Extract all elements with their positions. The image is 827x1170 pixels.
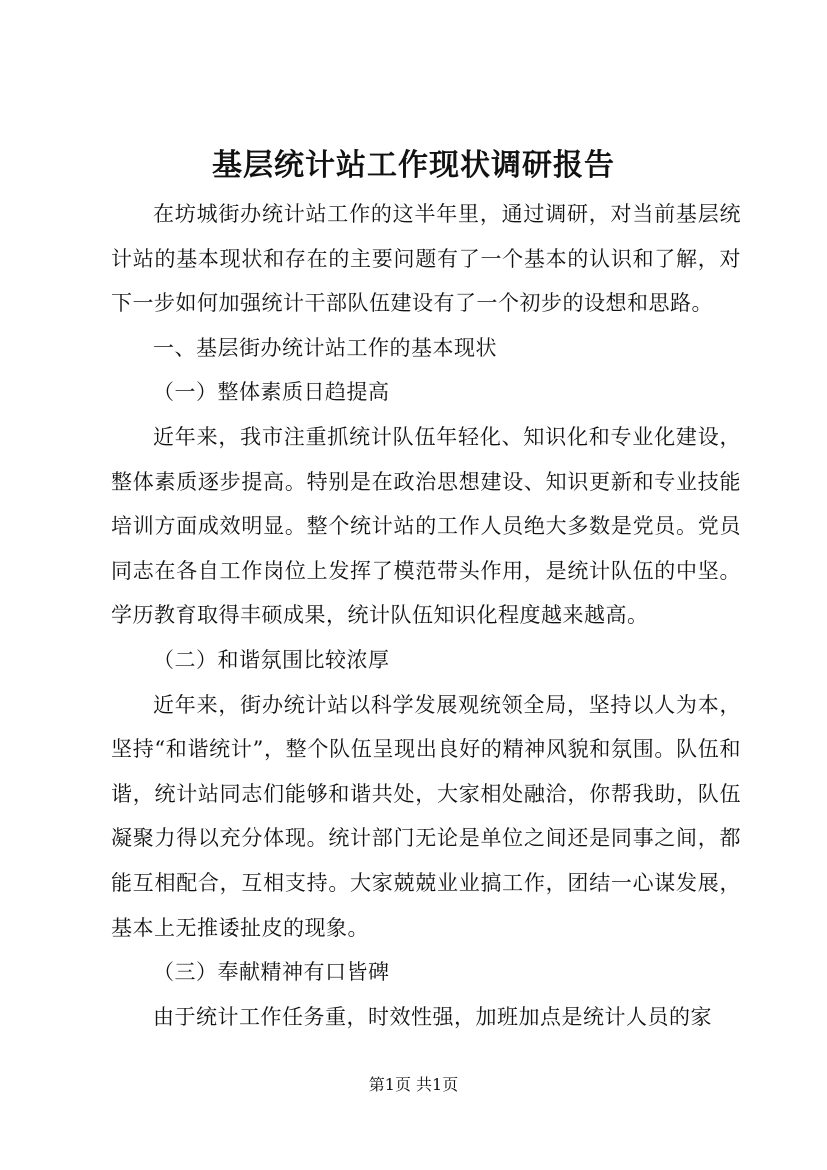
paragraph-dedication: 由于统计工作任务重，时效性强，加班加点是统计人员的家 (153, 1004, 712, 1029)
subsection-heading-1: （一）整体素质日趋提高 (153, 380, 390, 405)
subsection-heading-2: （二）和谐氛围比较浓厚 (153, 647, 390, 672)
section-heading-1: 一、基层街办统计站工作的基本现状 (153, 335, 497, 360)
paragraph-quality: 近年来，我市注重抓统计队伍年轻化、知识化和专业化建设，整体素质逐步提高。特别是在政治思想建设、知识更新和专业技能培训方面成效明显。整个统计站的工作人员绝大多数是党员。党员同志在各自工作岗位上发挥了模范带头作用，是统计队伍的中坚。学历教育取得丰硕成果，统计队伍知识化程度越来越高。 (111, 424, 741, 628)
document-body (111, 192, 741, 1039)
paragraph-harmony: 近年来，街办统计站以科学发展观统领全局，坚持以人为本，坚持“和谐统计”，整个队伍呈现出良好的精神风貌和氛围。队伍和谐，统计站同志们能够和谐共处，大家相处融洽，你帮我助，队伍凝聚力得以充分体现。统计部门无论是单位之间还是同事之间，都能互相配合，互相支持。大家兢兢业业搞工作，团结一心谋发展，基本上无推诿扯皮的现象。 (111, 692, 741, 940)
document-title: 基层统计站工作现状调研报告 (212, 148, 615, 183)
paragraph-intro: 在坊城街办统计站工作的这半年里，通过调研，对当前基层统计站的基本现状和存在的主要问题有了一个基本的认识和了解，对下一步如何加强统计干部队伍建设有了一个初步的设想和思路。 (111, 202, 741, 316)
page-footer: 第1页 共1页 (368, 1075, 459, 1094)
subsection-heading-3: （三）奉献精神有口皆碑 (153, 960, 390, 985)
